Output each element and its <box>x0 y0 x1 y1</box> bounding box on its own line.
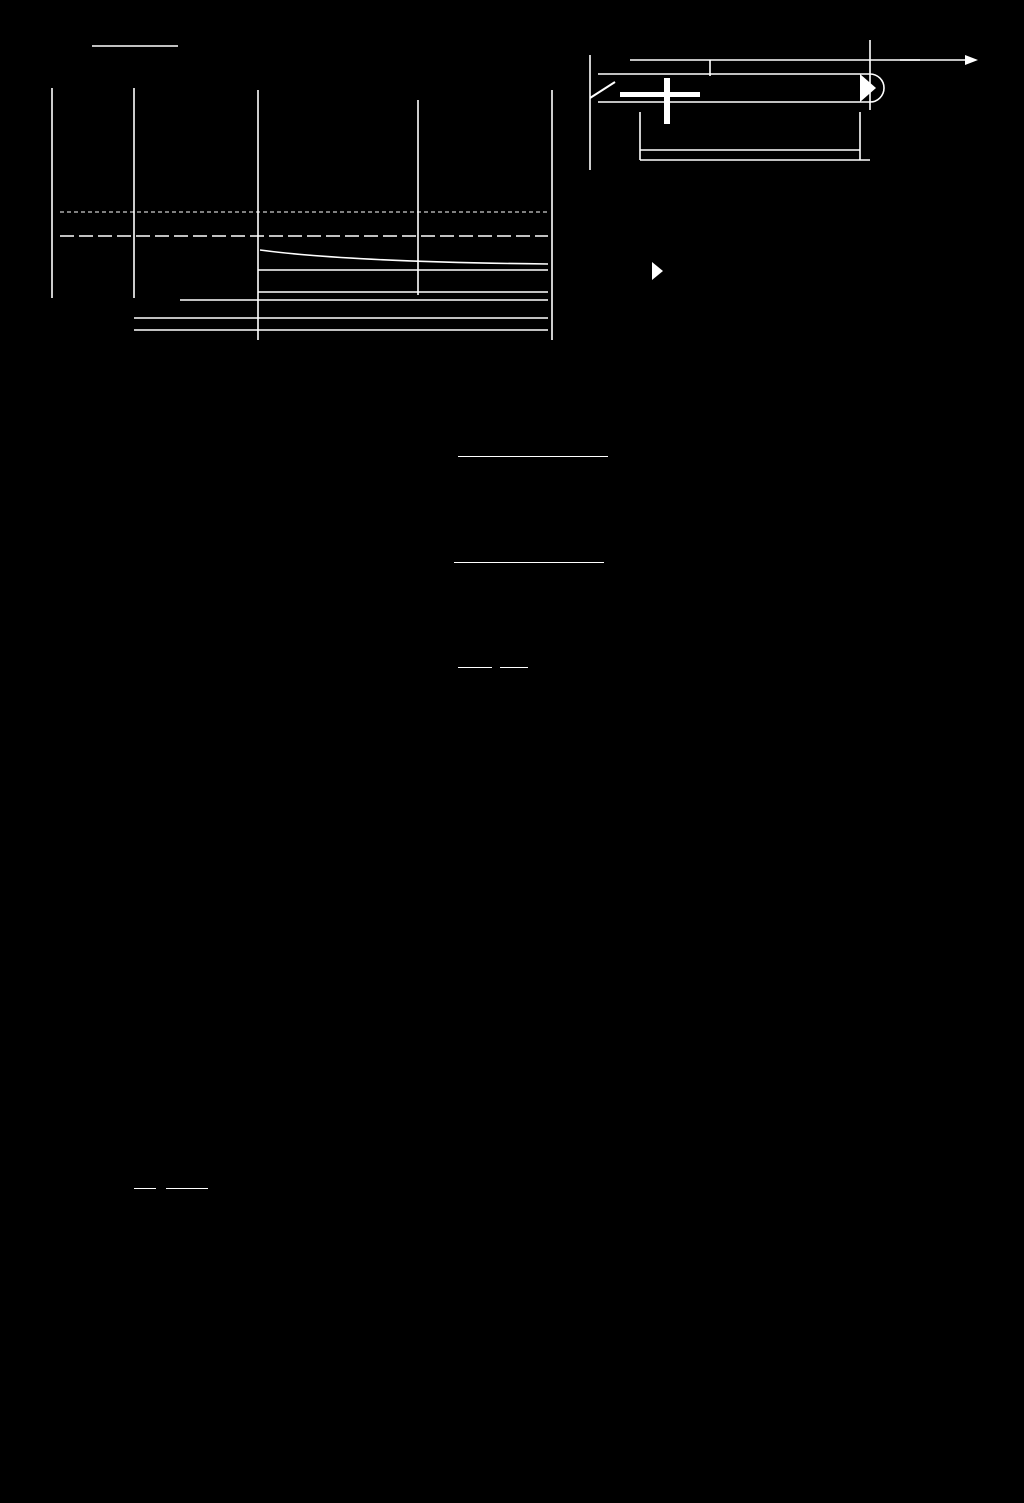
formula-count <box>440 440 620 512</box>
formula-sink <box>420 650 660 690</box>
formula-sink-bar1 <box>458 667 492 668</box>
formula-time <box>110 1172 340 1208</box>
formula-count2-bar <box>454 562 604 563</box>
formula-time-bar2 <box>166 1188 208 1189</box>
figure-obr2 <box>0 0 600 380</box>
formula-time-bar1 <box>134 1188 156 1189</box>
formula-count-bar <box>458 456 608 457</box>
formula-sink-bar2 <box>500 667 528 668</box>
figure-obr3 <box>560 0 980 210</box>
formula-count2 <box>450 548 610 588</box>
figure-obr4 <box>680 195 1020 545</box>
obr4-arrow <box>652 262 663 280</box>
